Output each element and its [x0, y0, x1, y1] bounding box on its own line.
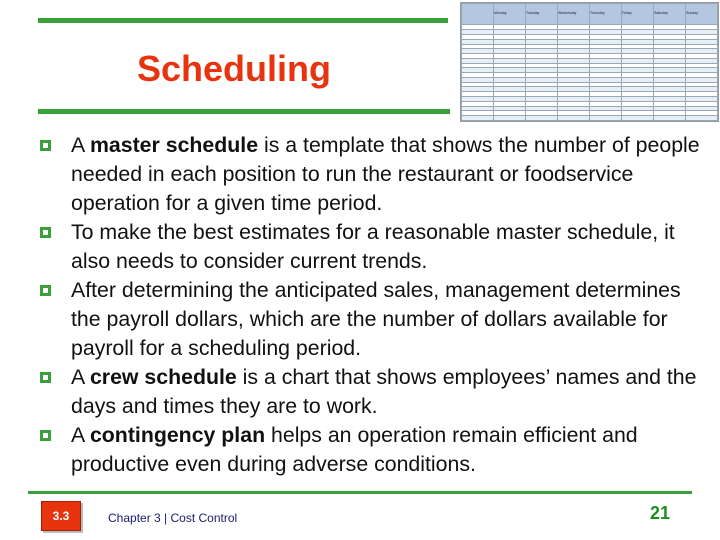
- thumbnail-day-header: Thursday: [590, 4, 622, 25]
- square-bullet-icon: [40, 372, 51, 383]
- bullet-item: [40, 276, 700, 363]
- thumbnail-day-header: Friday: [622, 4, 654, 25]
- bullet-text: A: [71, 133, 90, 157]
- bullet-item: [40, 218, 700, 276]
- thumbnail-day-header: Sunday: [686, 4, 718, 25]
- chapter-label: Chapter 3 | Cost Control: [108, 511, 238, 525]
- square-bullet-icon: [40, 227, 51, 238]
- schedule-thumbnail-table: [461, 3, 718, 121]
- bullet-text: is a chart that shows employees’ names and the days and times they are to work.: [71, 365, 697, 418]
- bullet-term: crew schedule: [89, 365, 237, 389]
- bullet-term: master schedule: [89, 133, 259, 157]
- bullet-text: To make the best estimates for a reasonable master schedule, it also needs to consider current trends.: [71, 220, 675, 273]
- thumbnail-row: [462, 116, 718, 121]
- bullet-text: helps an operation remain efficient and productive even during adverse conditions.: [71, 423, 638, 476]
- bullet-text: is a template that shows the number of people needed in each position to run the restaurant or foodservice operation for a given time period.: [71, 133, 700, 215]
- thumbnail-day-header: Monday: [494, 4, 526, 25]
- bullet-item: [40, 131, 700, 218]
- thumbnail-day-header: Tuesday: [526, 4, 558, 25]
- bullet-text: After determining the anticipated sales, management determines the payroll dollars, which are the number of dollars available for payroll for a scheduling period.: [71, 278, 681, 360]
- bullet-text: A: [71, 365, 90, 389]
- bullet-list: [40, 131, 700, 479]
- thumbnail-corner-cell: [462, 4, 494, 25]
- section-badge: 3.3: [41, 501, 81, 531]
- footer-divider: [28, 491, 692, 494]
- bullet-item: [40, 363, 700, 421]
- schedule-thumbnail-image: [460, 2, 719, 122]
- page-number: 21: [650, 503, 671, 523]
- thumbnail-day-header: Saturday: [654, 4, 686, 25]
- bullet-term: contingency plan: [89, 423, 266, 447]
- square-bullet-icon: [40, 285, 51, 296]
- title-underline-bar: [38, 109, 450, 114]
- slide-title: Scheduling: [137, 48, 332, 89]
- bullet-item: [40, 421, 700, 479]
- square-bullet-icon: [40, 140, 51, 151]
- top-accent-bar: [38, 18, 448, 23]
- thumbnail-header-row: [462, 4, 718, 25]
- thumbnail-day-header: Wednesday: [558, 4, 590, 25]
- bullet-text: A: [71, 423, 90, 447]
- square-bullet-icon: [40, 430, 51, 441]
